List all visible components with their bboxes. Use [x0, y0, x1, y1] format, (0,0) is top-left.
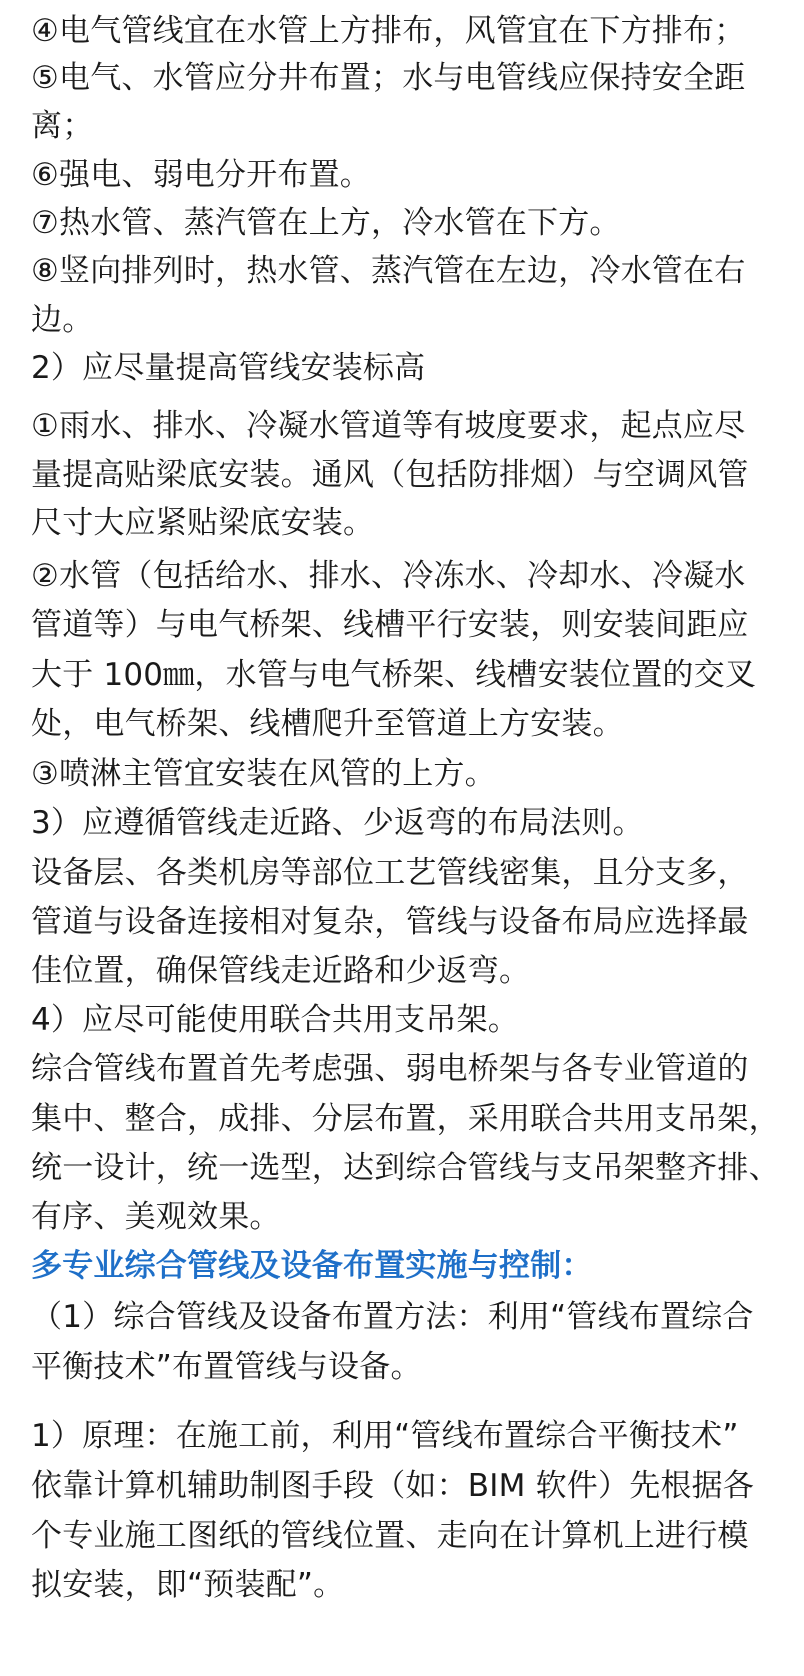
- text-line: 依靠计算机辅助制图手段（如：BIM 软件）先根据各: [31, 1468, 755, 1504]
- text-line: （1）综合管线及设备布置方法：利用“管线布置综合: [31, 1299, 754, 1335]
- text-line: ⑦热水管、蒸汽管在上方，冷水管在下方。: [31, 205, 621, 241]
- text-line: 平衡技术”布置管线与设备。: [31, 1349, 422, 1385]
- text-line: ②水管（包括给水、排水、冷冻水、冷却水、冷凝水: [31, 558, 746, 594]
- text-line: ①雨水、排水、冷凝水管道等有坡度要求，起点应尽: [31, 408, 746, 444]
- text-line: ⑥强电、弱电分开布置。: [31, 157, 371, 193]
- text-line: 管道等）与电气桥架、线槽平行安装，则安装间距应: [31, 607, 749, 643]
- text-line: 佳位置，确保管线走近路和少返弯。: [31, 953, 531, 989]
- text-line: 统一设计，统一选型，达到综合管线与支吊架整齐排、: [31, 1150, 780, 1186]
- text-line: 量提高贴梁底安装。通风（包括防排烟）与空调风管: [31, 457, 749, 493]
- text-line: 设备层、各类机房等部位工艺管线密集，且分支多，: [31, 855, 749, 891]
- text-line: 管道与设备连接相对复杂，管线与设备布局应选择最: [31, 904, 749, 940]
- text-line: 边。: [31, 302, 94, 338]
- text-line: ④电气管线宜在水管上方排布，风管宜在下方排布；: [31, 13, 746, 49]
- text-line: 离；: [31, 108, 94, 144]
- text-line: 3）应遵循管线走近路、少返弯的布局法则。: [31, 805, 644, 841]
- text-line: 个专业施工图纸的管线位置、走向在计算机上进行模: [31, 1518, 749, 1554]
- text-line: 处，电气桥架、线槽爬升至管道上方安装。: [31, 706, 624, 742]
- text-line: 综合管线布置首先考虑强、弱电桥架与各专业管道的: [31, 1051, 749, 1087]
- text-line: 拟安装，即“预装配”。: [31, 1567, 345, 1603]
- text-line: 大于 100㎜，水管与电气桥架、线槽安装位置的交叉: [31, 657, 757, 693]
- text-line: ③喷淋主管宜安装在风管的上方。: [31, 756, 496, 792]
- section-heading: 多专业综合管线及设备布置实施与控制：: [31, 1248, 593, 1284]
- text-line: ⑤电气、水管应分井布置；水与电管线应保持安全距: [31, 60, 746, 96]
- text-line: 有序、美观效果。: [31, 1199, 281, 1235]
- text-line: ⑧竖向排列时，热水管、蒸汽管在左边，冷水管在右: [31, 253, 746, 289]
- text-line: 集中、整合，成排、分层布置，采用联合共用支吊架，: [31, 1101, 780, 1137]
- text-line: 4）应尽可能使用联合共用支吊架。: [31, 1002, 519, 1038]
- text-line: 2）应尽量提高管线安装标高: [31, 350, 426, 386]
- text-line: 1）原理：在施工前，利用“管线布置综合平衡技术”: [31, 1418, 739, 1454]
- text-line: 尺寸大应紧贴梁底安装。: [31, 505, 375, 541]
